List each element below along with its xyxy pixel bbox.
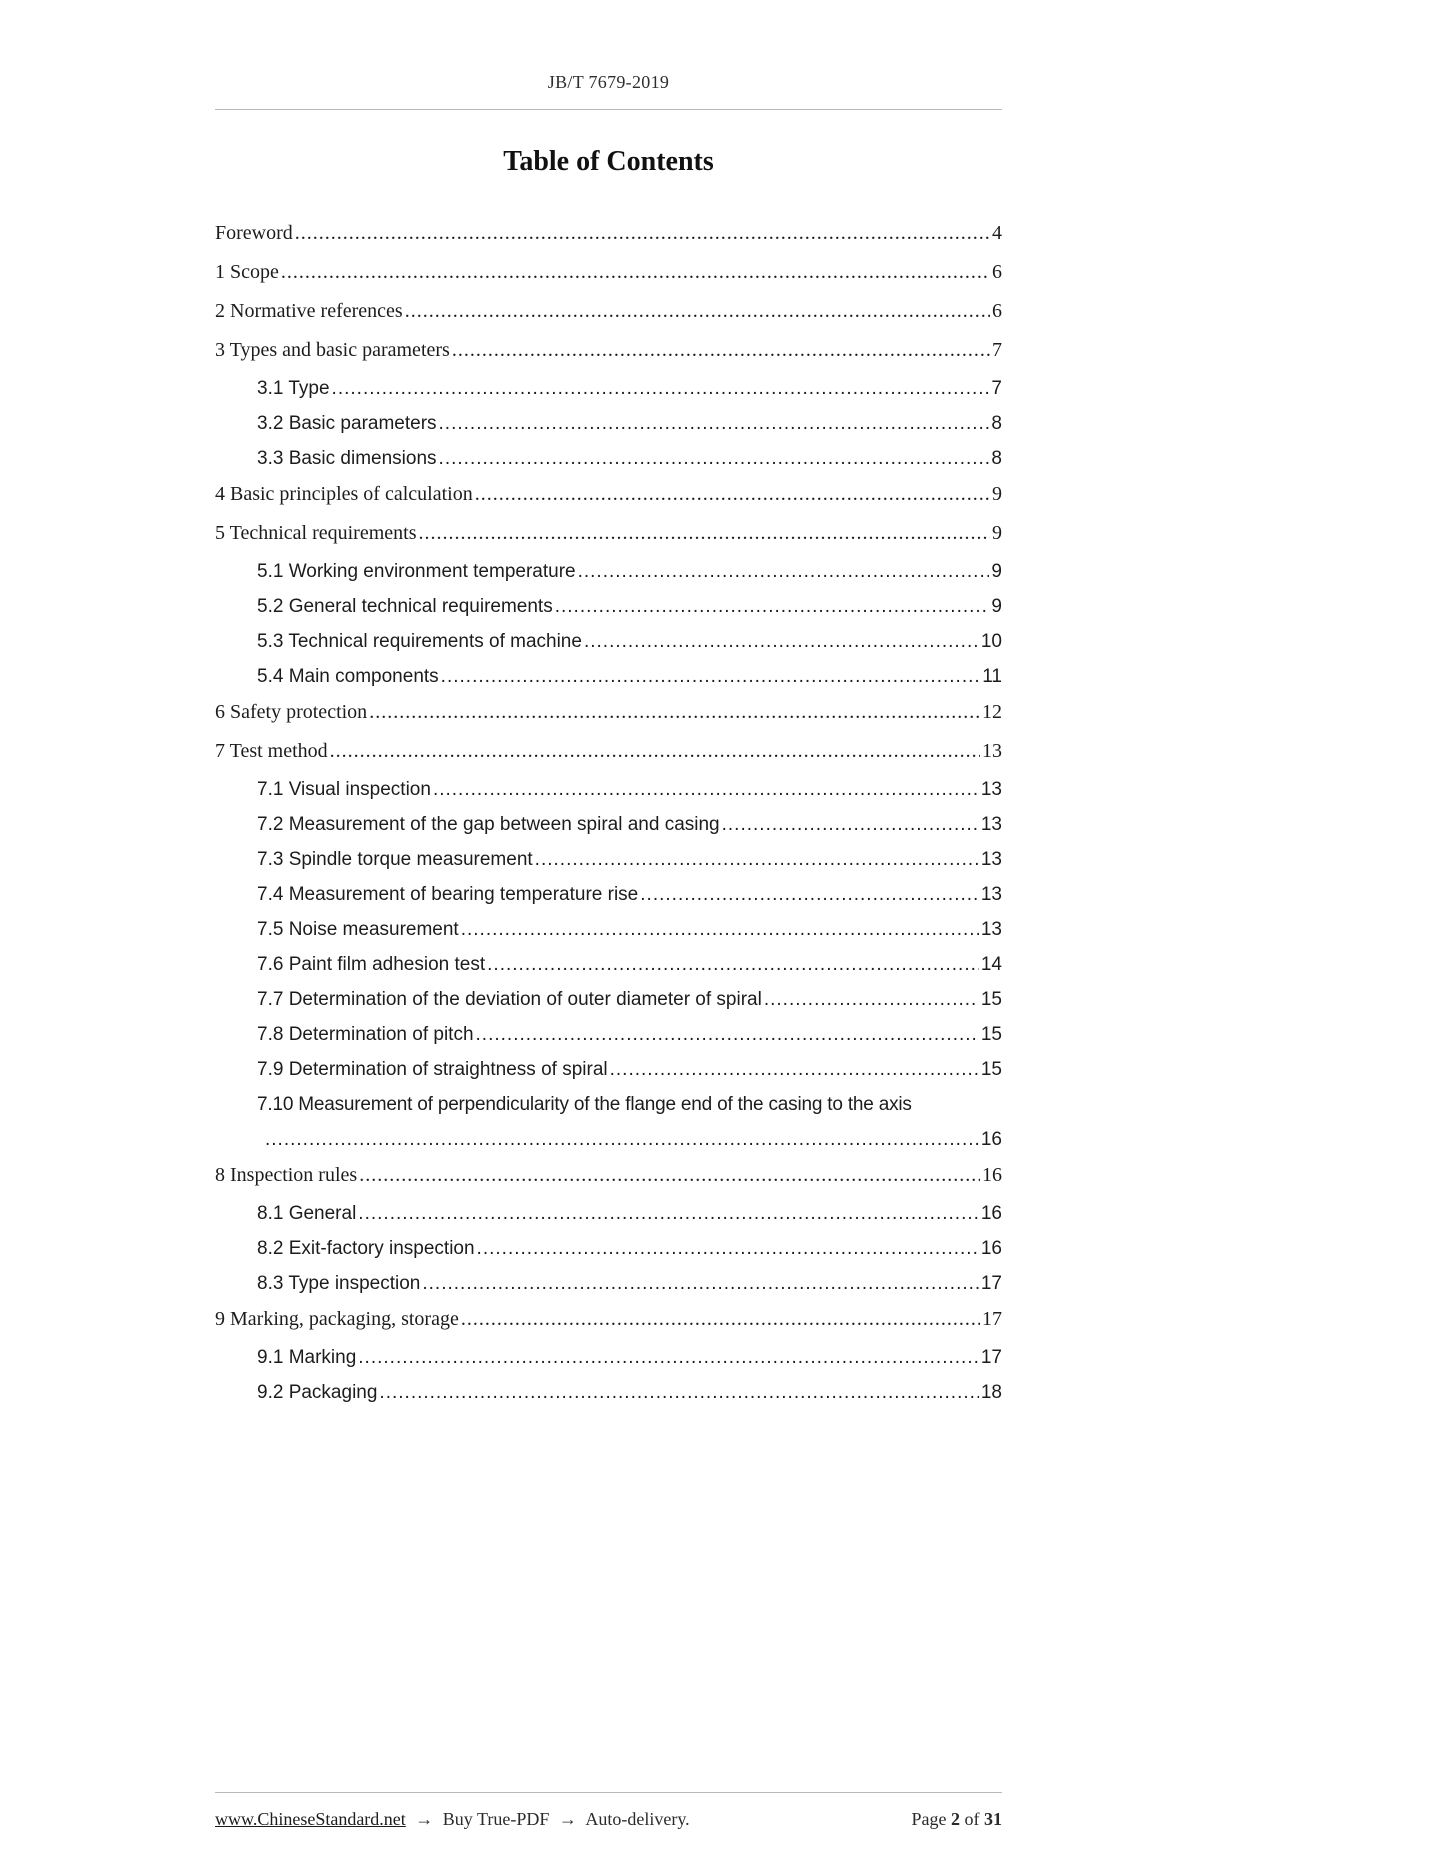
- toc-leader-dots: [459, 919, 979, 941]
- toc-entry-label: 7.10 Measurement of perpendicularity of the flange end of the casing to the axis: [257, 1094, 912, 1115]
- header-divider: [215, 109, 1002, 110]
- table-of-contents: [215, 222, 1002, 1404]
- footer-divider: [215, 1792, 1002, 1793]
- page-indicator: [912, 1809, 1003, 1830]
- toc-page-number: 16: [980, 1129, 1002, 1150]
- toc-leader-dots: [485, 954, 979, 976]
- toc-leader-dots: [638, 884, 979, 906]
- toc-page-number: 16: [982, 1164, 1002, 1186]
- toc-entry: [257, 1273, 1002, 1295]
- toc-leader-dots: [403, 300, 990, 323]
- toc-entry-label: 7 Test method: [215, 740, 328, 762]
- toc-entry: [215, 300, 1002, 323]
- toc-entry-continuation: [257, 1129, 1002, 1151]
- toc-entry: [215, 261, 1002, 284]
- toc-entry: [215, 1164, 1002, 1187]
- toc-entry-label: 5.2 General technical requirements: [257, 596, 553, 617]
- toc-leader-dots: [720, 814, 979, 836]
- arrow-icon: →: [415, 1809, 434, 1829]
- toc-leader-dots: [279, 261, 990, 284]
- toc-entry: [215, 740, 1002, 763]
- toc-entry: [257, 919, 1002, 941]
- toc-page-number: 13: [982, 740, 1002, 762]
- toc-leader-dots: [439, 666, 981, 688]
- toc-page-number: 16: [980, 1238, 1002, 1259]
- toc-entry-label: 2 Normative references: [215, 300, 403, 322]
- page-label: Page: [911, 1809, 947, 1829]
- toc-page-number: 15: [980, 1024, 1002, 1045]
- toc-leader-dots: [328, 740, 980, 763]
- toc-entry-label: 5.4 Main components: [257, 666, 439, 687]
- toc-page-number: 13: [980, 919, 1002, 940]
- toc-entry: [257, 378, 1002, 400]
- toc-entry: [215, 522, 1002, 545]
- page-current: 2: [951, 1809, 960, 1829]
- toc-entry: [257, 596, 1002, 618]
- of-label: of: [964, 1809, 980, 1829]
- footer-row: [215, 1809, 1002, 1830]
- toc-page-number: 17: [980, 1347, 1002, 1368]
- page-total: 31: [984, 1809, 1002, 1829]
- delivery-text: Auto-delivery.: [585, 1809, 690, 1829]
- toc-entry: [257, 1024, 1002, 1046]
- toc-page-number: 12: [982, 701, 1002, 723]
- toc-entry-label: 5 Technical requirements: [215, 522, 417, 544]
- toc-leader-dots: [431, 779, 979, 801]
- buy-pdf-text: Buy True-PDF: [442, 1809, 550, 1829]
- toc-leader-dots: [475, 1238, 979, 1260]
- toc-entry: [257, 779, 1002, 801]
- toc-entry-label: 8.2 Exit-factory inspection: [257, 1238, 475, 1259]
- toc-entry: [215, 222, 1002, 245]
- footer-source-line: [215, 1809, 690, 1830]
- toc-page-number: 10: [980, 631, 1002, 652]
- toc-entry: [257, 631, 1002, 653]
- toc-page-number: 13: [980, 849, 1002, 870]
- toc-entry: [257, 1203, 1002, 1225]
- doc-number: JB/T 7679-2019: [547, 72, 670, 92]
- toc-page-number: 8: [991, 413, 1002, 434]
- toc-leader-dots: [367, 701, 980, 724]
- toc-leader-dots: [608, 1059, 979, 1081]
- toc-leader-dots: [437, 448, 990, 470]
- toc-page-number: 9: [992, 522, 1002, 544]
- website-link[interactable]: www.ChineseStandard.net: [215, 1809, 406, 1829]
- toc-entry-label: 7.9 Determination of straightness of spiral: [257, 1059, 608, 1080]
- toc-page-number: 16: [980, 1203, 1002, 1224]
- toc-entry-label: Foreword: [215, 222, 293, 244]
- toc-leader-dots: [582, 631, 979, 653]
- toc-leader-dots: [533, 849, 979, 871]
- toc-entry-label: 5.1 Working environment temperature: [257, 561, 576, 582]
- toc-page-number: 11: [982, 666, 1002, 687]
- toc-entry-label: 8.1 General: [257, 1203, 357, 1224]
- toc-leader-dots: [474, 1024, 979, 1046]
- toc-page-number: 6: [992, 300, 1002, 322]
- toc-leader-dots: [459, 1308, 980, 1331]
- toc-entry-label: 9.2 Packaging: [257, 1382, 378, 1403]
- toc-entry: [257, 884, 1002, 906]
- toc-entry-label: 7.2 Measurement of the gap between spiral and casing: [257, 814, 720, 835]
- toc-page-number: 17: [982, 1308, 1002, 1330]
- toc-leader-dots: [257, 1129, 979, 1151]
- toc-entry-label: 7.4 Measurement of bearing temperature rise: [257, 884, 639, 905]
- toc-entry: [257, 413, 1002, 435]
- toc-entry-label: 4 Basic principles of calculation: [215, 483, 473, 505]
- toc-entry-label: 5.3 Technical requirements of machine: [257, 631, 582, 652]
- toc-entry-label: 7.5 Noise measurement: [257, 919, 459, 940]
- toc-page-number: 6: [992, 261, 1002, 283]
- toc-page-number: 17: [980, 1273, 1002, 1294]
- toc-entry: [257, 448, 1002, 470]
- toc-page-number: 14: [980, 954, 1002, 975]
- toc-leader-dots: [377, 1382, 978, 1404]
- toc-leader-dots: [437, 413, 990, 435]
- toc-entry: [215, 1308, 1002, 1331]
- toc-entry-label: 9 Marking, packaging, storage: [215, 1308, 459, 1330]
- toc-leader-dots: [553, 596, 990, 618]
- toc-leader-dots: [356, 1203, 979, 1225]
- toc-entry: [257, 1238, 1002, 1260]
- toc-page-number: 15: [980, 989, 1002, 1010]
- toc-leader-dots: [420, 1273, 978, 1295]
- page-column: [215, 0, 1002, 1870]
- toc-entry-label: 3.3 Basic dimensions: [257, 448, 437, 469]
- toc-entry-label: 3.2 Basic parameters: [257, 413, 437, 434]
- toc-entry-label: 3.1 Type: [257, 378, 330, 399]
- toc-leader-dots: [416, 522, 990, 545]
- page-title: Table of Contents: [503, 146, 714, 177]
- toc-entry: [257, 954, 1002, 976]
- toc-page-number: 9: [992, 483, 1002, 505]
- toc-page-number: 7: [991, 378, 1002, 399]
- toc-leader-dots: [330, 378, 990, 400]
- toc-entry: [257, 561, 1002, 583]
- toc-entry-label: 1 Scope: [215, 261, 279, 283]
- toc-leader-dots: [576, 561, 990, 583]
- toc-entry: [257, 849, 1002, 871]
- toc-entry: [257, 666, 1002, 688]
- toc-leader-dots: [450, 339, 990, 362]
- toc-leader-dots: [357, 1164, 980, 1187]
- toc-entry: [257, 989, 1002, 1011]
- toc-leader-dots: [473, 483, 990, 506]
- toc-page-number: 18: [980, 1382, 1002, 1403]
- toc-leader-dots: [356, 1347, 979, 1369]
- toc-entry: [215, 483, 1002, 506]
- toc-page-number: 9: [991, 561, 1002, 582]
- toc-entry: [215, 701, 1002, 724]
- toc-entry: [257, 1094, 1002, 1116]
- toc-entry: [215, 339, 1002, 362]
- toc-page-number: 8: [991, 448, 1002, 469]
- toc-page-number: 4: [992, 222, 1002, 244]
- toc-page-number: 15: [980, 1059, 1002, 1080]
- toc-page-number: 13: [980, 814, 1002, 835]
- toc-entry-label: 7.6 Paint film adhesion test: [257, 954, 486, 975]
- page-footer: [215, 1792, 1002, 1830]
- toc-entry-label: 7.8 Determination of pitch: [257, 1024, 474, 1045]
- toc-entry: [257, 1347, 1002, 1369]
- toc-page-number: 13: [980, 884, 1002, 905]
- arrow-icon: →: [558, 1809, 577, 1829]
- toc-page-number: 7: [992, 339, 1002, 361]
- toc-entry: [257, 814, 1002, 836]
- toc-leader-dots: [762, 989, 979, 1011]
- toc-page-number: 13: [980, 779, 1002, 800]
- toc-entry-label: 7.3 Spindle torque measurement: [257, 849, 533, 870]
- toc-page-number: 9: [991, 596, 1002, 617]
- toc-leader-dots: [293, 222, 990, 245]
- toc-entry-label: 6 Safety protection: [215, 701, 368, 723]
- toc-entry-label: 8.3 Type inspection: [257, 1273, 421, 1294]
- toc-entry-label: 8 Inspection rules: [215, 1164, 358, 1186]
- toc-entry-label: 7.1 Visual inspection: [257, 779, 431, 800]
- toc-entry-label: 7.7 Determination of the deviation of outer diameter of spiral: [257, 989, 762, 1010]
- toc-entry: [257, 1059, 1002, 1081]
- toc-entry-label: 9.1 Marking: [257, 1347, 357, 1368]
- toc-entry-label: 3 Types and basic parameters: [215, 339, 450, 361]
- toc-entry: [257, 1382, 1002, 1404]
